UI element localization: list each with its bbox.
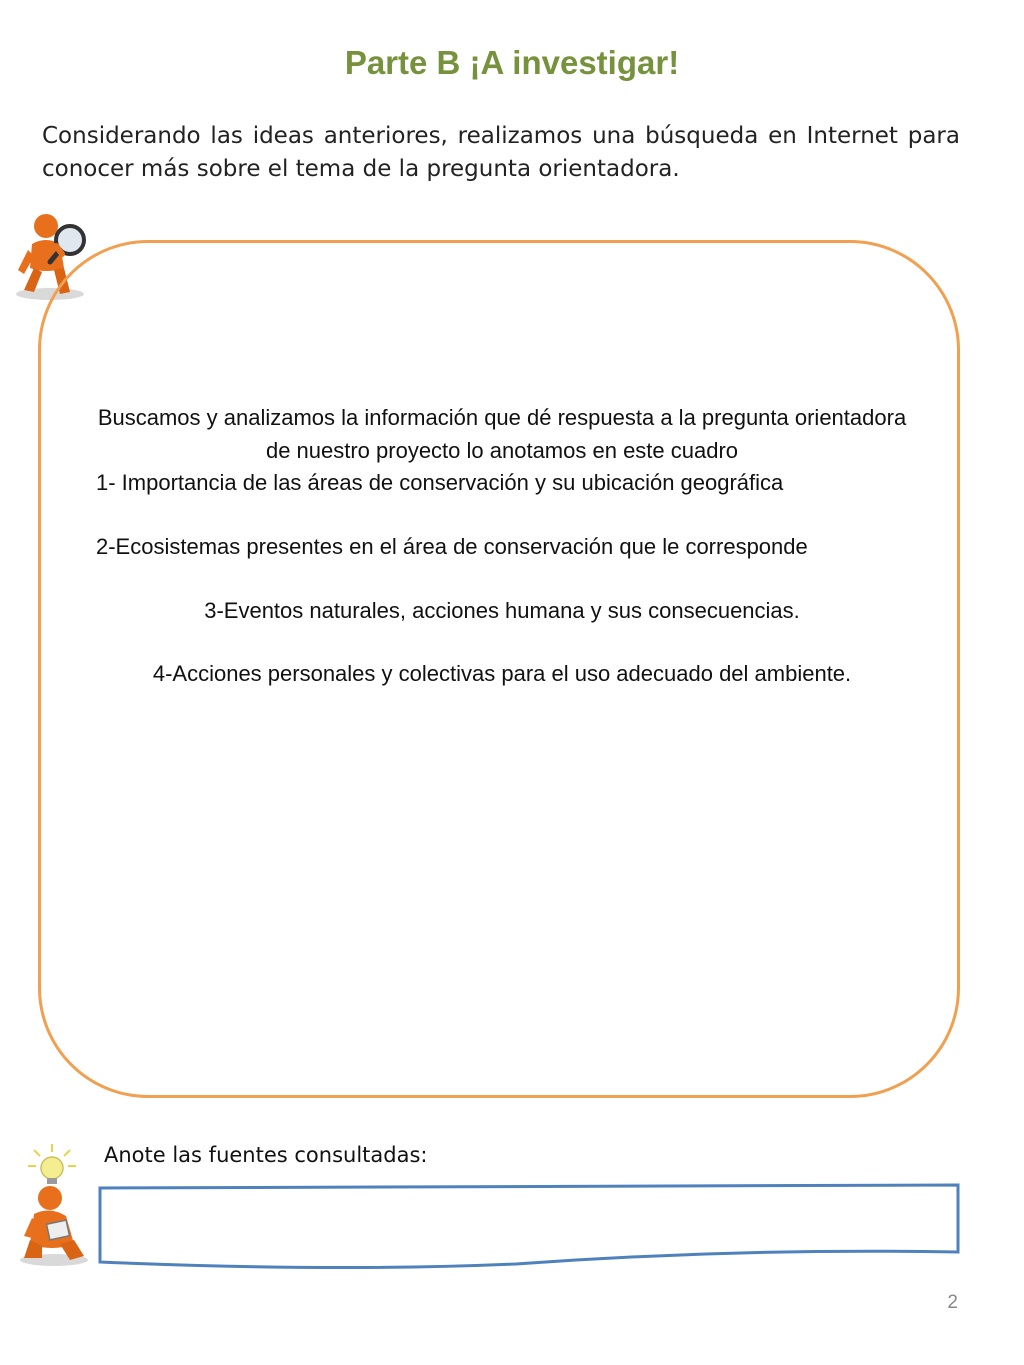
sources-label: Anote las fuentes consultadas: bbox=[104, 1143, 428, 1167]
page-title: Parte B ¡A investigar! bbox=[344, 44, 680, 81]
box-item-1: 1- Importancia de las áreas de conservación y su ubicación geográfica bbox=[96, 470, 784, 495]
intro-paragraph: Considerando las ideas anteriores, realizamos una búsqueda en Internet para conocer más sobre el tema de la pregunta orientadora. bbox=[42, 123, 960, 182]
sources-input-box[interactable] bbox=[96, 1182, 964, 1272]
page-number: 2 bbox=[947, 1292, 958, 1313]
box-item-4: 4-Acciones personales y colectivas para el uso adecuado del ambiente. bbox=[152, 661, 852, 686]
box-instruction-line1: Buscamos y analizamos la información que dé respuesta a la pregunta orientadora bbox=[97, 405, 907, 430]
box-item-2: 2-Ecosistemas presentes en el área de conservación que le corresponde bbox=[96, 534, 808, 559]
lightbulb-figure-icon bbox=[12, 1140, 100, 1268]
box-instruction-line2: de nuestro proyecto lo anotamos en este cuadro bbox=[265, 438, 739, 463]
box-item-3: 3-Eventos naturales, acciones humana y sus consecuencias. bbox=[204, 598, 800, 623]
